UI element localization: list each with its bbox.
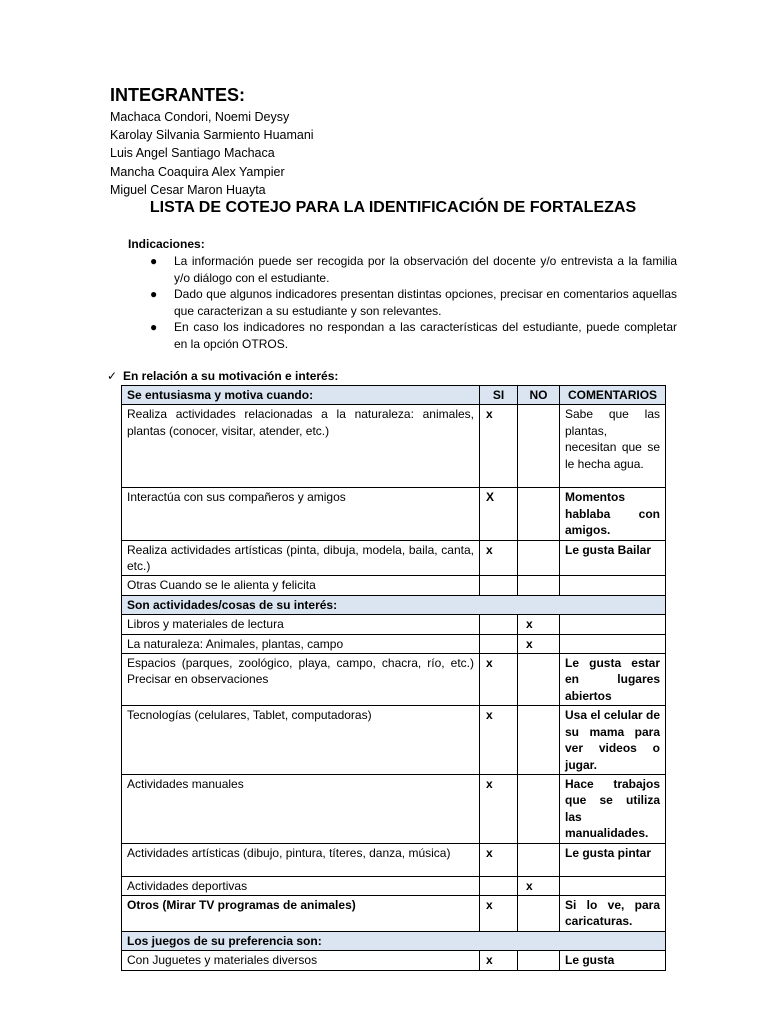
member-name: Machaca Condori, Noemi Deysy	[110, 110, 290, 124]
indicator-cell: Libros y materiales de lectura	[122, 615, 480, 634]
indicator-cell: Actividades deportivas	[122, 876, 480, 895]
indication-text: Dado que algunos indicadores presentan distintas opciones, precisar en comentarios aquellas que caracterizan a su estudiante y son relevantes.	[174, 287, 677, 318]
indicator-cell: Tecnologías (celulares, Tablet, computadoras)	[122, 706, 480, 775]
no-cell	[518, 654, 560, 706]
no-cell	[518, 576, 560, 595]
indicator-cell: La naturaleza: Animales, plantas, campo	[122, 634, 480, 653]
table-row	[122, 951, 666, 970]
si-cell: x	[480, 706, 518, 775]
table-row	[122, 895, 666, 931]
table-row	[122, 615, 666, 634]
bullet-icon: ●	[150, 287, 158, 301]
checklist-table	[121, 385, 666, 971]
indication-item	[128, 286, 677, 319]
members-heading: INTEGRANTES:	[110, 85, 245, 105]
bullet-icon: ●	[150, 254, 158, 268]
header-comments: COMENTARIOS	[560, 386, 666, 405]
table-row	[122, 405, 666, 488]
section-heading	[107, 368, 338, 384]
table-row	[122, 540, 666, 576]
member-name: Mancha Coaquira Alex Yampier	[110, 164, 285, 179]
si-cell: x	[480, 405, 518, 488]
si-cell	[480, 615, 518, 634]
document-title: LISTA DE COTEJO PARA LA IDENTIFICACIÓN DE FORTALEZAS	[149, 199, 637, 216]
no-cell	[518, 774, 560, 843]
indication-item	[128, 253, 677, 286]
indications-list	[128, 253, 677, 352]
comment-cell: Sabe que las plantas, necesitan que se le hecha agua.	[560, 405, 666, 488]
table-row	[122, 576, 666, 595]
no-cell	[518, 951, 560, 970]
table-row	[122, 634, 666, 653]
member-name: Karolay Silvania Sarmiento Huamani	[110, 128, 314, 143]
no-cell	[518, 405, 560, 488]
si-cell: x	[480, 951, 518, 970]
table-row	[122, 843, 666, 876]
section-row-label: Son actividades/cosas de su interés:	[122, 595, 666, 614]
no-cell	[518, 843, 560, 876]
indicator-cell: Espacios (parques, zoológico, playa, campo, chacra, río, etc.) Precisar en observaciones	[122, 654, 480, 706]
no-cell: x	[518, 615, 560, 634]
indicator-cell: Actividades artísticas (dibujo, pintura, títeres, danza, música)	[122, 843, 480, 876]
si-cell	[480, 634, 518, 653]
no-cell	[518, 895, 560, 931]
indicator-cell: Actividades manuales	[122, 774, 480, 843]
comment-cell: Usa el celular de su mama para ver videos o jugar.	[560, 706, 666, 775]
table-row	[122, 488, 666, 540]
comment-cell: Le gusta Bailar	[560, 540, 666, 576]
si-cell: x	[480, 774, 518, 843]
table-row	[122, 706, 666, 775]
header-si: SI	[480, 386, 518, 405]
si-cell: X	[480, 488, 518, 540]
indications-block	[128, 236, 677, 352]
indicator-cell: Realiza actividades relacionadas a la naturaleza: animales, plantas (conocer, visitar, atender, etc.)	[122, 405, 480, 488]
no-cell	[518, 488, 560, 540]
indicator-cell: Otros (Mirar TV programas de animales)	[122, 895, 480, 931]
indicator-cell: Con Juguetes y materiales diversos	[122, 951, 480, 970]
indicator-cell: Otras Cuando se le alienta y felicita	[122, 576, 480, 595]
indications-heading: Indicaciones:	[128, 237, 205, 251]
indicator-cell: Interactúa con sus compañeros y amigos	[122, 488, 480, 540]
table-row	[122, 654, 666, 706]
section-label: En relación a su motivación e interés:	[123, 369, 339, 383]
comment-cell	[560, 615, 666, 634]
comment-cell	[560, 634, 666, 653]
comment-cell: Le gusta pintar	[560, 843, 666, 876]
member-name: Luis Angel Santiago Machaca	[110, 146, 275, 161]
no-cell: x	[518, 634, 560, 653]
members-block	[110, 84, 314, 199]
si-cell	[480, 576, 518, 595]
comment-cell: Momentos hablaba con amigos.	[560, 488, 666, 540]
si-cell	[480, 876, 518, 895]
header-no: NO	[518, 386, 560, 405]
table-section-row	[122, 595, 666, 614]
si-cell: x	[480, 654, 518, 706]
table-header-row	[122, 386, 666, 405]
table-row	[122, 876, 666, 895]
indication-item	[128, 319, 677, 352]
no-cell: x	[518, 876, 560, 895]
bullet-icon: ●	[150, 320, 158, 334]
indicator-cell: Realiza actividades artísticas (pinta, dibuja, modela, baila, canta, etc.)	[122, 540, 480, 576]
comment-cell	[560, 576, 666, 595]
comment-cell: Le gusta estar en lugares abiertos	[560, 654, 666, 706]
checkmark-icon: ✓	[107, 369, 118, 383]
comment-cell: Hace trabajos que se utiliza las manualidades.	[560, 774, 666, 843]
table-section-row	[122, 931, 666, 950]
section-row-label: Los juegos de su preferencia son:	[122, 931, 666, 950]
comment-cell	[560, 876, 666, 895]
si-cell: x	[480, 843, 518, 876]
indication-text: En caso los indicadores no respondan a las características del estudiante, puede completar en la opción OTROS.	[174, 320, 677, 351]
comment-cell: Le gusta	[560, 951, 666, 970]
no-cell	[518, 540, 560, 576]
member-name: Miguel Cesar Maron Huayta	[110, 182, 266, 197]
comment-cell: Si lo ve, para caricaturas.	[560, 895, 666, 931]
no-cell	[518, 706, 560, 775]
header-indicator: Se entusiasma y motiva cuando:	[122, 386, 480, 405]
indication-text: La información puede ser recogida por la observación del docente y/o entrevista a la familia y/o diálogo con el estudiante.	[174, 254, 677, 285]
si-cell: x	[480, 540, 518, 576]
si-cell: x	[480, 895, 518, 931]
table-row	[122, 774, 666, 843]
